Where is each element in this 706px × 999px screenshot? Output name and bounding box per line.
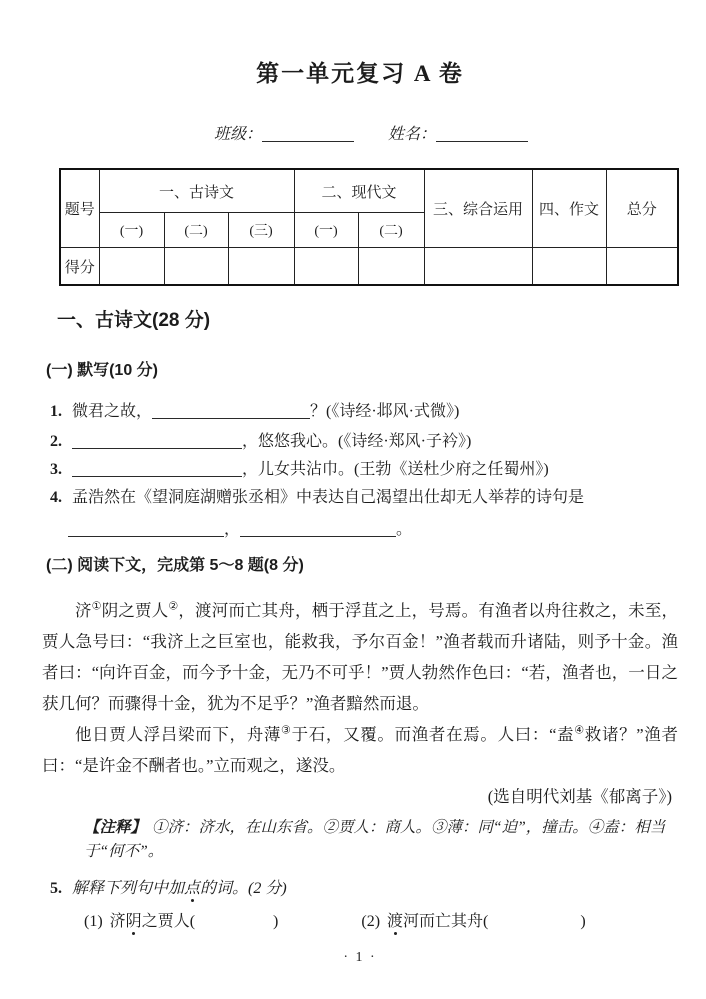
table-subcol: (一) [294,213,358,248]
question-number: 5. [50,880,62,897]
question-prompt: 的词。(2 分) [200,880,287,897]
question-text: 微君之故， [72,403,153,420]
item-text: 河而亡其舟( [403,913,489,930]
question-number: 1. [50,403,62,420]
question-text: 孟浩然在《望洞庭湖赠张丞相》中表达自己渴望出仕却无人举荐的诗句是 [72,489,585,506]
passage-attribution: (选自明代刘基《郁离子》) [487,787,672,806]
item-label: (2) [361,913,381,930]
score-cell-empty [606,248,678,286]
score-cell-empty [294,248,358,286]
passage-paragraph-2: 他日贾人浮吕梁而下，舟薄③于石，又覆。而渔者在焉。人曰：“盍④救诸？”渔者曰：“是许金不酬者也。”立而观之，遂没。 [42,724,678,775]
table-subcol: (一) [99,213,164,248]
class-blank-line [262,125,354,142]
question-1 [42,402,678,422]
reading-passage [42,595,678,812]
class-label: 班级： [214,126,263,143]
score-cell-empty [358,248,424,286]
passage-paragraph-1: 济①阴之贾人②，渡河而亡其舟，栖于浮苴之上，号焉。有渔者以舟往救之，未至，贾人急号曰：“我济上之巨室也，能救我，予尔百金！”渔者载而升诸陆，则予十金。渔者曰：“向许百金，而今予十金，无乃不可乎！”贾人勃然作色曰：“若，渔者也，一日之获几何？而骤得十金，犹为不足乎？”渔者黯然而退。 [42,600,679,713]
emphasized-char: 渡 [387,913,404,930]
period: 。 [396,521,413,538]
question-source: ，悠悠我心。(《诗经·郑风·子衿》) [242,433,472,450]
answer-blank-line [152,402,310,419]
passage-notes [42,816,678,864]
score-cell-empty [164,248,228,286]
comma: ， [224,521,241,538]
notes-text: ①济：济水，在山东省。②贾人：商人。③薄：同“迫”，撞击。④盍：相当于“何不”。 [84,819,666,860]
table-col-zonghe: 三、综合运用 [424,169,532,248]
question-4-answer-line [42,520,678,540]
question-number: 3. [50,461,62,478]
page-number: · 1 · [343,950,377,965]
item-text: 之贾人( [141,913,196,930]
section-1-heading: 一、古诗文(28 分) [57,310,211,331]
paren-close: ) [273,913,279,930]
table-col-total: 总分 [606,169,678,248]
question-number: 2. [50,433,62,450]
student-info-row [214,124,678,146]
notes-label: 【注释】 [84,819,147,836]
part-1-heading: (一) 默写(10 分) [46,362,159,379]
emphasized-char: 点 [184,880,201,897]
answer-blank-line [72,432,242,449]
question-2 [42,432,678,452]
q5-item-2 [361,910,585,934]
score-cell-empty [228,248,294,286]
table-subcol: (二) [164,213,228,248]
item-text: 济 [109,913,126,930]
name-label: 姓名： [388,126,437,143]
question-prompt: 解释下列句中加 [72,880,185,897]
table-col-zuowen: 四、作文 [532,169,606,248]
table-subcol: (二) [358,213,424,248]
question-source: ？(《诗经·邶风·式微》) [310,403,460,420]
answer-blank-line [68,520,224,537]
item-label: (1) [84,913,103,930]
paren-close: ) [580,913,586,930]
answer-blank-line [240,520,396,537]
score-cell-empty [532,248,606,286]
table-corner-label: 题号 [60,169,99,248]
emphasized-char: 阴 [125,913,142,930]
question-4 [42,488,678,508]
page-title: 第一单元复习 A 卷 [256,61,464,86]
table-group-xiandaiwen: 二、现代文 [294,169,424,213]
name-blank-line [436,125,528,142]
question-3 [42,460,678,480]
score-table [59,168,679,286]
question-5-items [42,910,678,934]
table-score-label: 得分 [60,248,99,286]
q5-item-1 [84,910,278,934]
answer-blank-line [72,460,242,477]
question-source: ，儿女共沾巾。(王勃《送杜少府之任蜀州》) [242,461,549,478]
question-5 [42,878,678,900]
table-subcol: (三) [228,213,294,248]
part-2-heading: (二) 阅读下文，完成第 5～8 题(8 分) [46,557,304,574]
score-cell-empty [424,248,532,286]
table-group-gushiwen: 一、古诗文 [99,169,294,213]
score-cell-empty [99,248,164,286]
question-number: 4. [50,489,62,506]
